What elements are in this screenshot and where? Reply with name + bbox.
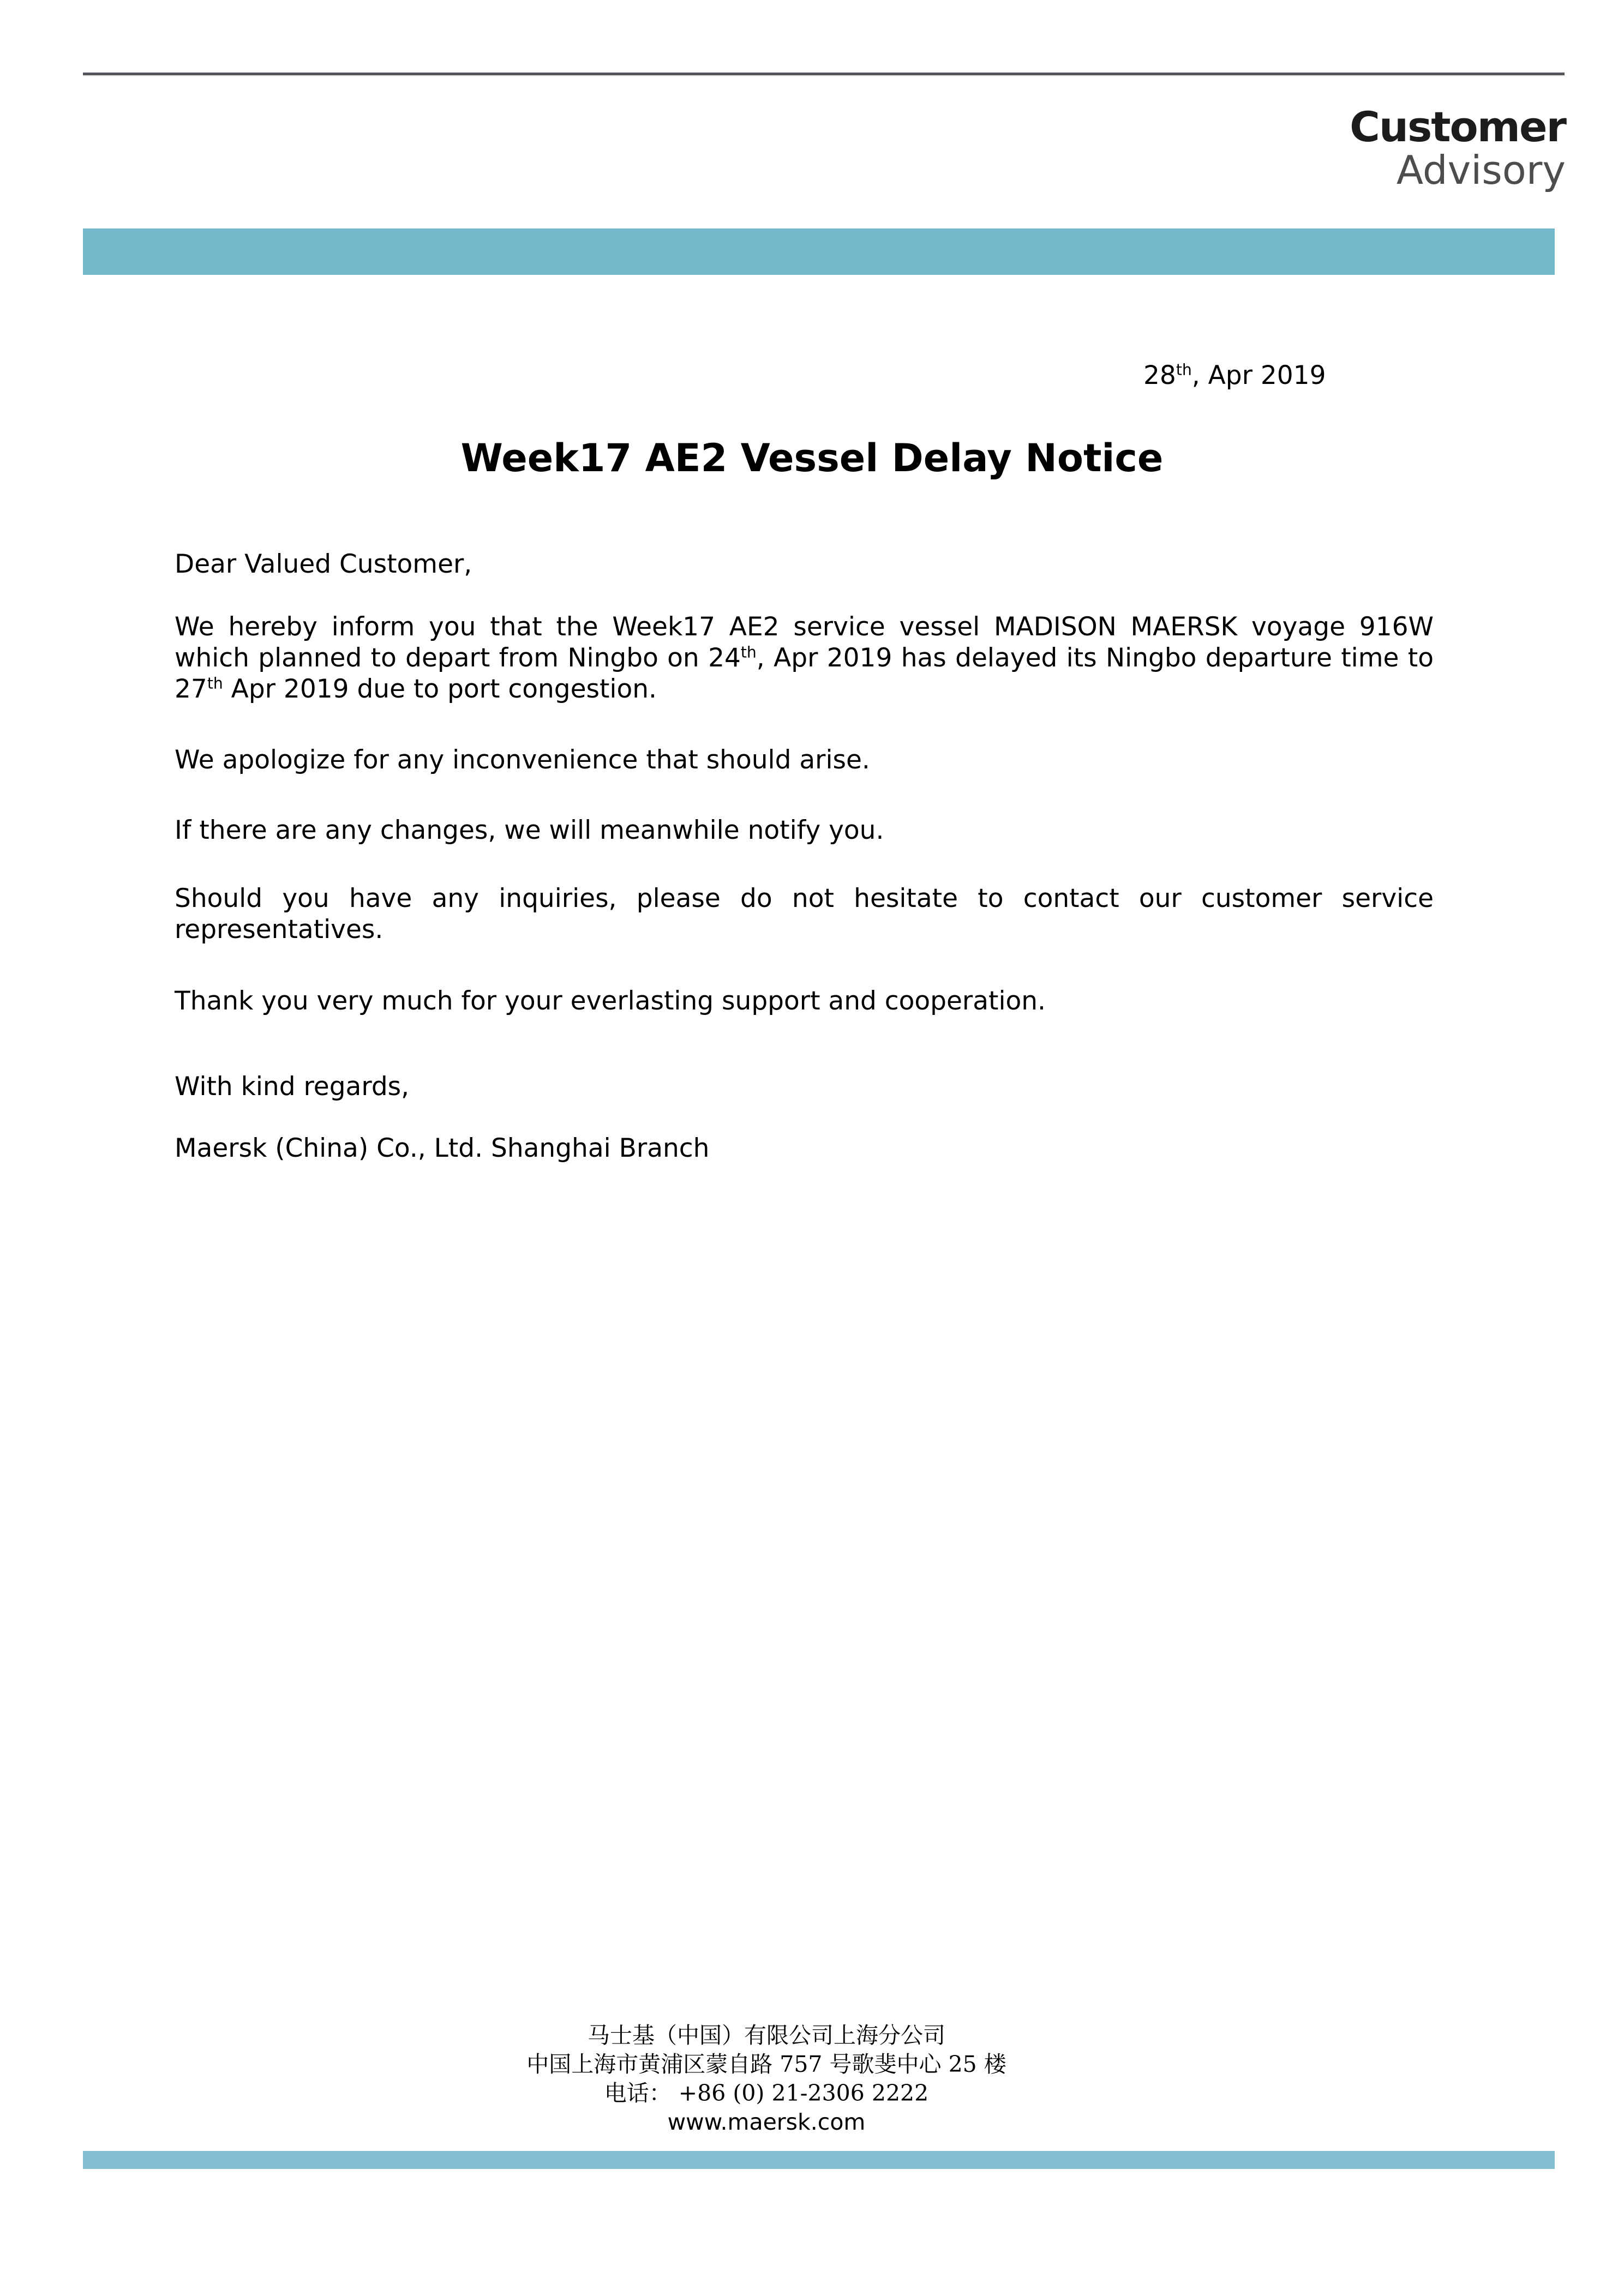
letter-date [1143,360,1326,391]
paragraph-delay-notice-part1: We hereby inform you that the Week17 AE2 service vessel MADISON MAERSK voyage 916W which planned to depart from Ningbo on 24 [175,612,1434,673]
date-rest: , Apr 2019 [1191,360,1326,390]
brand-logo [1350,105,1566,191]
paragraph-delay-notice-part2: , Apr 2019 has delayed its Ningbo departure time to 27 [175,643,1434,704]
footer-phone: 电话： +86 (0) 21-2306 2222 [604,2080,929,2106]
brand-name-customer: Customer [1350,103,1566,151]
paragraph-delay-notice-part3: Apr 2019 due to port congestion. [223,674,657,704]
letter-footer [175,2021,1358,2137]
paragraph-changes-notice: If there are any changes, we will meanwhile notify you. [175,815,884,845]
signature-company: Maersk (China) Co., Ltd. Shanghai Branch [175,1133,710,1163]
top-accent-bar [83,229,1555,275]
date-ordinal-suffix: th [1176,360,1192,379]
paragraph-delay-notice [175,611,1434,705]
salutation: Dear Valued Customer, [175,549,472,579]
closing-regards: With kind regards, [175,1072,410,1102]
paragraph-apology: We apologize for any inconvenience that should arise. [175,745,870,775]
ordinal-24th: th [740,643,757,662]
letter-body [175,549,1434,1164]
paragraph-contact-service: Should you have any inquiries, please do not hesitate to contact our customer service representatives. [175,883,1434,945]
paragraph-thanks: Thank you very much for your everlasting support and cooperation. [175,986,1046,1016]
bottom-accent-bar [83,2151,1555,2169]
footer-address-cn: 中国上海市黄浦区蒙自路 757 号歌斐中心 25 楼 [526,2051,1006,2077]
footer-company-name-cn: 马士基（中国）有限公司上海分公司 [588,2022,945,2048]
date-day: 28 [1143,360,1176,390]
brand-name-advisory: Advisory [1396,147,1566,193]
footer-website: www.maersk.com [667,2109,866,2135]
letter-title: Week17 AE2 Vessel Delay Notice [460,436,1164,480]
header-divider-line [83,73,1565,76]
ordinal-27th: th [207,674,223,693]
